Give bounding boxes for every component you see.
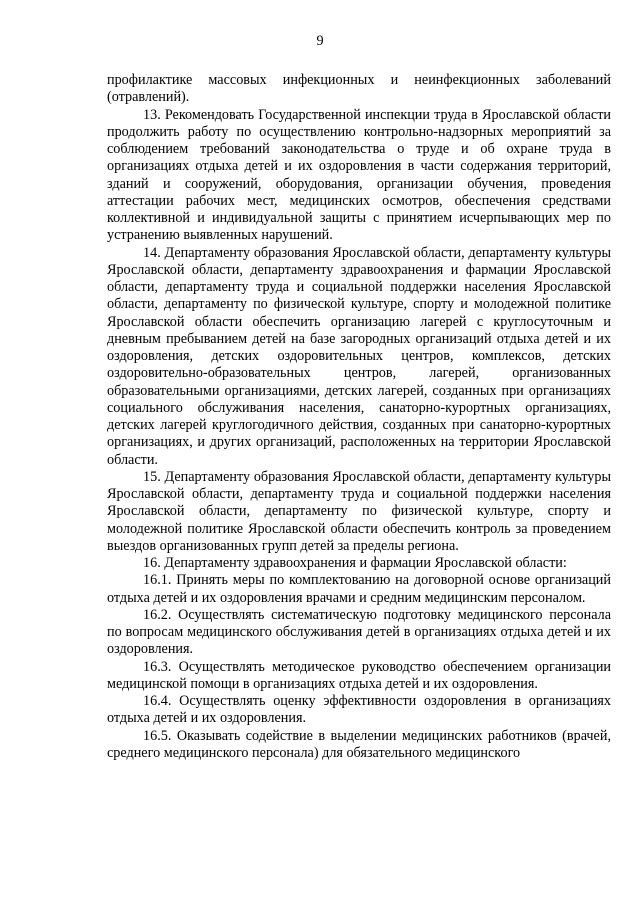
paragraph-16: 16. Департаменту здравоохранения и фармации Ярославской области:	[143, 555, 567, 571]
paragraph-16-4: 16.4. Осуществлять оценку эффективности оздоровления в организациях отдыха детей и их оздоровления.	[107, 693, 611, 727]
paragraph-15: 15. Департаменту образования Ярославской области, департаменту культуры Ярославской области, департаменту труда и социальной поддержки населения Ярославской области, департаменту по физической культуре, спорту и молодежной политике Ярославской области обеспечить контроль за проведением выездов организованных групп детей за пределы региона.	[107, 468, 611, 554]
paragraph-16-5: 16.5. Оказывать содействие в выделении медицинских работников (врачей, среднего медицинского персонала) для обязательного медицинского	[107, 727, 611, 761]
page-number: 9	[316, 33, 324, 49]
paragraph-14: 14. Департаменту образования Ярославской области, департаменту культуры Ярославской области, департаменту здравоохранения и фармации Ярославской области, департаменту труда и социальной поддержки населения Ярославской области, департаменту по физической культуре, спорту и молодежной политике Ярославской области обеспечить организацию лагерей с круглосуточным и дневным пребыванием детей на базе загородных организаций отдыха детей и их оздоровления, детских оздоровительных центров, комплексов, детских оздоровительно-образовательных центров, лагерей, организованных образовательными организациями, детских лагерей, созданных при организациях социального обслуживания населения, санаторно-курортных организациях, детских лагерей круглогодичного действия, созданных при санаторно-курортных организациях, и других организаций, расположенных на территории Ярославской области.	[107, 244, 611, 468]
paragraph-16-2: 16.2. Осуществлять систематическую подготовку медицинского персонала по вопросам медицинского обслуживания детей в организациях отдыха детей и их оздоровления.	[107, 606, 611, 658]
paragraph-13: 13. Рекомендовать Государственной инспекции труда в Ярославской области продолжить работу по осуществлению контрольно-надзорных мероприятий за соблюдением требований законодательства о труде и об охране труда в организациях отдыха детей и их оздоровления в части содержания территорий, зданий и сооружений, оборудования, организации обучения, проведения аттестации рабочих мест, медицинских осмотров, обеспечения средствами коллективной и индивидуальной защиты с принятием исчерпывающих мер по устранению выявленных нарушений.	[107, 106, 611, 244]
paragraph-continuation: профилактике массовых инфекционных и неинфекционных заболеваний (отравлений).	[107, 72, 611, 106]
paragraph-16-3: 16.3. Осуществлять методическое руководство обеспечением организации медицинской помощи в организациях отдыха детей и их оздоровления.	[107, 658, 611, 692]
paragraph-16-1: 16.1. Принять меры по комплектованию на договорной основе организаций отдыха детей и их оздоровления врачами и средним медицинским персоналом.	[107, 572, 611, 606]
document-body	[107, 72, 611, 762]
